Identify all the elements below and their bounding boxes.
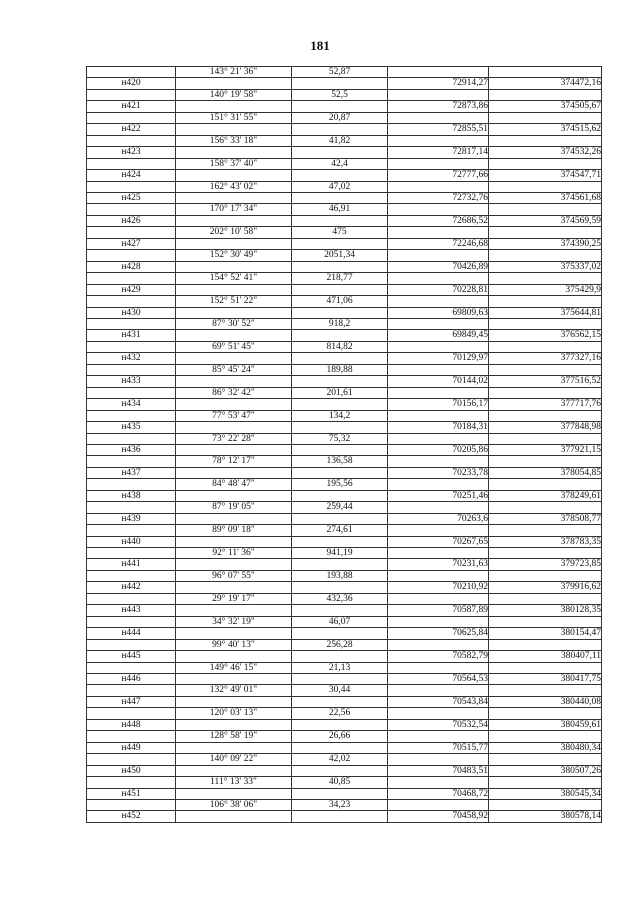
coord-y: 380545,34 [489,788,602,799]
coord-x: 70625,84 [388,628,489,639]
coord-x: 72777,66 [388,170,489,181]
point-row [87,170,602,181]
direction-angle: 154° 52' 41" [176,273,292,284]
direction-angle: 140° 19' 58" [176,89,292,100]
point-row [87,742,602,753]
direction-angle: 162° 43' 02" [176,181,292,192]
point-id: н427 [87,238,176,249]
segment-row [87,89,602,100]
point-id: н429 [87,284,176,295]
segment-length: 22,56 [292,708,388,719]
segment-length: 21,13 [292,662,388,673]
direction-angle: 152° 51' 22" [176,296,292,307]
point-row [87,78,602,89]
point-row [87,376,602,387]
coord-y: 377516,52 [489,376,602,387]
segment-length: 136,58 [292,456,388,467]
segment-length: 189,88 [292,364,388,375]
segment-row [87,296,602,307]
coord-x: 72246,68 [388,238,489,249]
segment-length: 471,06 [292,296,388,307]
direction-angle: 85° 45' 24" [176,364,292,375]
direction-angle: 99° 40' 13" [176,639,292,650]
point-id: н430 [87,307,176,318]
point-row [87,330,602,341]
segment-row [87,181,602,192]
segment-length: 42,4 [292,158,388,169]
direction-angle: 77° 53' 47" [176,410,292,421]
direction-angle: 92° 11' 36" [176,548,292,559]
point-id: н436 [87,444,176,455]
segment-length: 475 [292,227,388,238]
point-row [87,399,602,410]
segment-length: 40,85 [292,777,388,788]
coord-y: 374515,62 [489,124,602,135]
point-row [87,147,602,158]
segment-row [87,341,602,352]
direction-angle: 120° 03' 13" [176,708,292,719]
coord-x: 70267,65 [388,536,489,547]
coord-x: 70564,53 [388,674,489,685]
segment-row [87,639,602,650]
point-id: н450 [87,765,176,776]
coord-x: 70184,31 [388,422,489,433]
direction-angle: 86° 32' 42" [176,387,292,398]
point-id: н434 [87,399,176,410]
point-id: н432 [87,353,176,364]
segment-length: 42,02 [292,754,388,765]
coord-y: 380128,35 [489,605,602,616]
point-id: н420 [87,78,176,89]
point-row [87,559,602,570]
segment-row [87,479,602,490]
point-id: н424 [87,170,176,181]
coord-y: 374505,67 [489,101,602,112]
point-row [87,101,602,112]
segment-length: 201,61 [292,387,388,398]
point-id: н439 [87,513,176,524]
coord-x: 70210,92 [388,582,489,593]
coord-y: 379723,85 [489,559,602,570]
point-id: н441 [87,559,176,570]
segment-row [87,662,602,673]
coord-y: 378783,35 [489,536,602,547]
point-id: н440 [87,536,176,547]
direction-angle: 69° 51' 45" [176,341,292,352]
point-id: н446 [87,674,176,685]
segment-length: 814,82 [292,341,388,352]
segment-length: 2051,34 [292,250,388,261]
point-row [87,422,602,433]
coord-y: 380154,47 [489,628,602,639]
segment-row [87,227,602,238]
point-row [87,192,602,203]
coord-y: 376562,15 [489,330,602,341]
point-row [87,124,602,135]
point-id: н428 [87,261,176,272]
segment-length: 26,66 [292,731,388,742]
segment-length: 432,36 [292,593,388,604]
segment-row [87,525,602,536]
point-id: н426 [87,215,176,226]
coord-x: 70587,89 [388,605,489,616]
point-row [87,467,602,478]
coord-y: 377848,98 [489,422,602,433]
coord-y: 374561,68 [489,192,602,203]
point-row [87,765,602,776]
segment-length: 941,19 [292,548,388,559]
direction-angle: 106° 38' 06" [176,800,292,811]
segment-row [87,456,602,467]
segment-row [87,158,602,169]
segment-length: 46,07 [292,616,388,627]
coord-y: 378249,61 [489,490,602,501]
segment-row [87,502,602,513]
coord-x: 70468,72 [388,788,489,799]
point-id: н433 [87,376,176,387]
direction-angle: 128° 58' 19" [176,731,292,742]
segment-length: 20,87 [292,112,388,123]
point-id: н431 [87,330,176,341]
segment-row [87,112,602,123]
coord-y: 379916,62 [489,582,602,593]
segment-row [87,204,602,215]
point-id: н442 [87,582,176,593]
coord-y: 374532,26 [489,147,602,158]
segment-length: 918,2 [292,318,388,329]
coord-x: 70263,6 [388,513,489,524]
segment-row [87,318,602,329]
segment-length: 259,44 [292,502,388,513]
segment-row [87,570,602,581]
segment-row [87,777,602,788]
segment-length: 75,32 [292,433,388,444]
segment-row [87,135,602,146]
segment-length: 30,44 [292,685,388,696]
segment-length: 256,28 [292,639,388,650]
coord-x: 70231,63 [388,559,489,570]
coord-x: 69849,45 [388,330,489,341]
segment-row [87,708,602,719]
point-row [87,674,602,685]
coord-x: 72855,51 [388,124,489,135]
coord-x: 72817,14 [388,147,489,158]
coord-y: 380507,26 [489,765,602,776]
coord-x: 72914,27 [388,78,489,89]
segment-row [87,410,602,421]
point-row [87,719,602,730]
coord-x: 70532,54 [388,719,489,730]
segment-row [87,731,602,742]
segment-row [87,616,602,627]
segment-row [87,754,602,765]
direction-angle: 73° 22' 28" [176,433,292,444]
direction-angle: 152° 30' 49" [176,250,292,261]
segment-row [87,433,602,444]
coord-y: 380407,11 [489,651,602,662]
point-row [87,651,602,662]
coord-x: 70156,17 [388,399,489,410]
segment-length: 274,61 [292,525,388,536]
segment-row [87,593,602,604]
segment-row [87,685,602,696]
coord-x: 70228,81 [388,284,489,295]
segment-row [87,273,602,284]
coord-x: 70144,02 [388,376,489,387]
point-id: н448 [87,719,176,730]
coord-y: 380440,08 [489,696,602,707]
segment-row [87,364,602,375]
coord-x: 70426,89 [388,261,489,272]
point-row [87,353,602,364]
segment-length: 41,82 [292,135,388,146]
point-id: н445 [87,651,176,662]
direction-angle: 29° 19' 17" [176,593,292,604]
direction-angle: 87° 30' 52" [176,318,292,329]
coord-y: 380459,61 [489,719,602,730]
coord-x: 70129,97 [388,353,489,364]
direction-angle: 140° 09' 22" [176,754,292,765]
coord-y: 374390,25 [489,238,602,249]
coord-y: 377921,15 [489,444,602,455]
coord-y: 380480,34 [489,742,602,753]
direction-angle: 111° 13' 33" [176,777,292,788]
segment-row [87,67,602,78]
coord-y: 375429,9 [489,284,602,295]
segment-length: 195,56 [292,479,388,490]
direction-angle: 78° 12' 17" [176,456,292,467]
point-row [87,444,602,455]
segment-length: 218,77 [292,273,388,284]
point-id: н437 [87,467,176,478]
point-row [87,811,602,822]
direction-angle: 170° 17' 34" [176,204,292,215]
segment-length: 52,5 [292,89,388,100]
direction-angle: 87° 19' 05" [176,502,292,513]
coord-y: 374547,71 [489,170,602,181]
segment-length: 52,87 [292,67,388,78]
segment-length: 46,91 [292,204,388,215]
coord-y: 377327,16 [489,353,602,364]
coord-y: 375337,02 [489,261,602,272]
direction-angle: 156° 33' 18" [176,135,292,146]
segment-row [87,387,602,398]
point-row [87,261,602,272]
coord-y: 380578,14 [489,811,602,822]
point-id: н423 [87,147,176,158]
point-id: н451 [87,788,176,799]
direction-angle: 84° 48' 47" [176,479,292,490]
point-id: н438 [87,490,176,501]
page-number: 181 [310,38,330,53]
coord-y: 375644,81 [489,307,602,318]
coord-x: 70515,77 [388,742,489,753]
coord-y: 378508,77 [489,513,602,524]
point-row [87,582,602,593]
point-id: н435 [87,422,176,433]
point-id: н449 [87,742,176,753]
coord-x: 70233,78 [388,467,489,478]
direction-angle: 34° 32' 19" [176,616,292,627]
point-row [87,788,602,799]
direction-angle: 96° 07' 55" [176,570,292,581]
point-row [87,284,602,295]
direction-angle: 149° 46' 15" [176,662,292,673]
point-row [87,238,602,249]
point-id: н421 [87,101,176,112]
point-id: н443 [87,605,176,616]
direction-angle: 132° 49' 01" [176,685,292,696]
segment-row [87,800,602,811]
coord-x: 72732,76 [388,192,489,203]
direction-angle: 143° 21' 36" [176,67,292,78]
coord-x: 70205,86 [388,444,489,455]
point-id: н447 [87,696,176,707]
coord-y: 377717,76 [489,399,602,410]
direction-angle: 89° 09' 18" [176,525,292,536]
direction-angle: 151° 31' 55" [176,112,292,123]
coordinates-table [86,66,602,823]
coord-x: 70582,79 [388,651,489,662]
point-row [87,628,602,639]
point-row [87,307,602,318]
point-id: н425 [87,192,176,203]
coord-x: 70458,92 [388,811,489,822]
point-id: н422 [87,124,176,135]
segment-row [87,548,602,559]
segment-length: 193,88 [292,570,388,581]
direction-angle: 158° 37' 40" [176,158,292,169]
segment-length: 134,2 [292,410,388,421]
point-row [87,536,602,547]
coord-y: 380417,75 [489,674,602,685]
point-row [87,490,602,501]
point-row [87,605,602,616]
point-id: н452 [87,811,176,822]
point-row [87,696,602,707]
point-row [87,215,602,226]
segment-row [87,250,602,261]
coord-y: 374472,16 [489,78,602,89]
coord-x: 70543,84 [388,696,489,707]
point-row [87,513,602,524]
segment-length: 47,02 [292,181,388,192]
coord-y: 374569,59 [489,215,602,226]
coord-x: 70483,51 [388,765,489,776]
coord-x: 69809,63 [388,307,489,318]
point-id: н444 [87,628,176,639]
direction-angle: 202° 10' 58" [176,227,292,238]
coord-y: 378054,85 [489,467,602,478]
coord-x: 72873,86 [388,101,489,112]
segment-length: 34,23 [292,800,388,811]
coord-x: 70251,46 [388,490,489,501]
coord-x: 72686,52 [388,215,489,226]
